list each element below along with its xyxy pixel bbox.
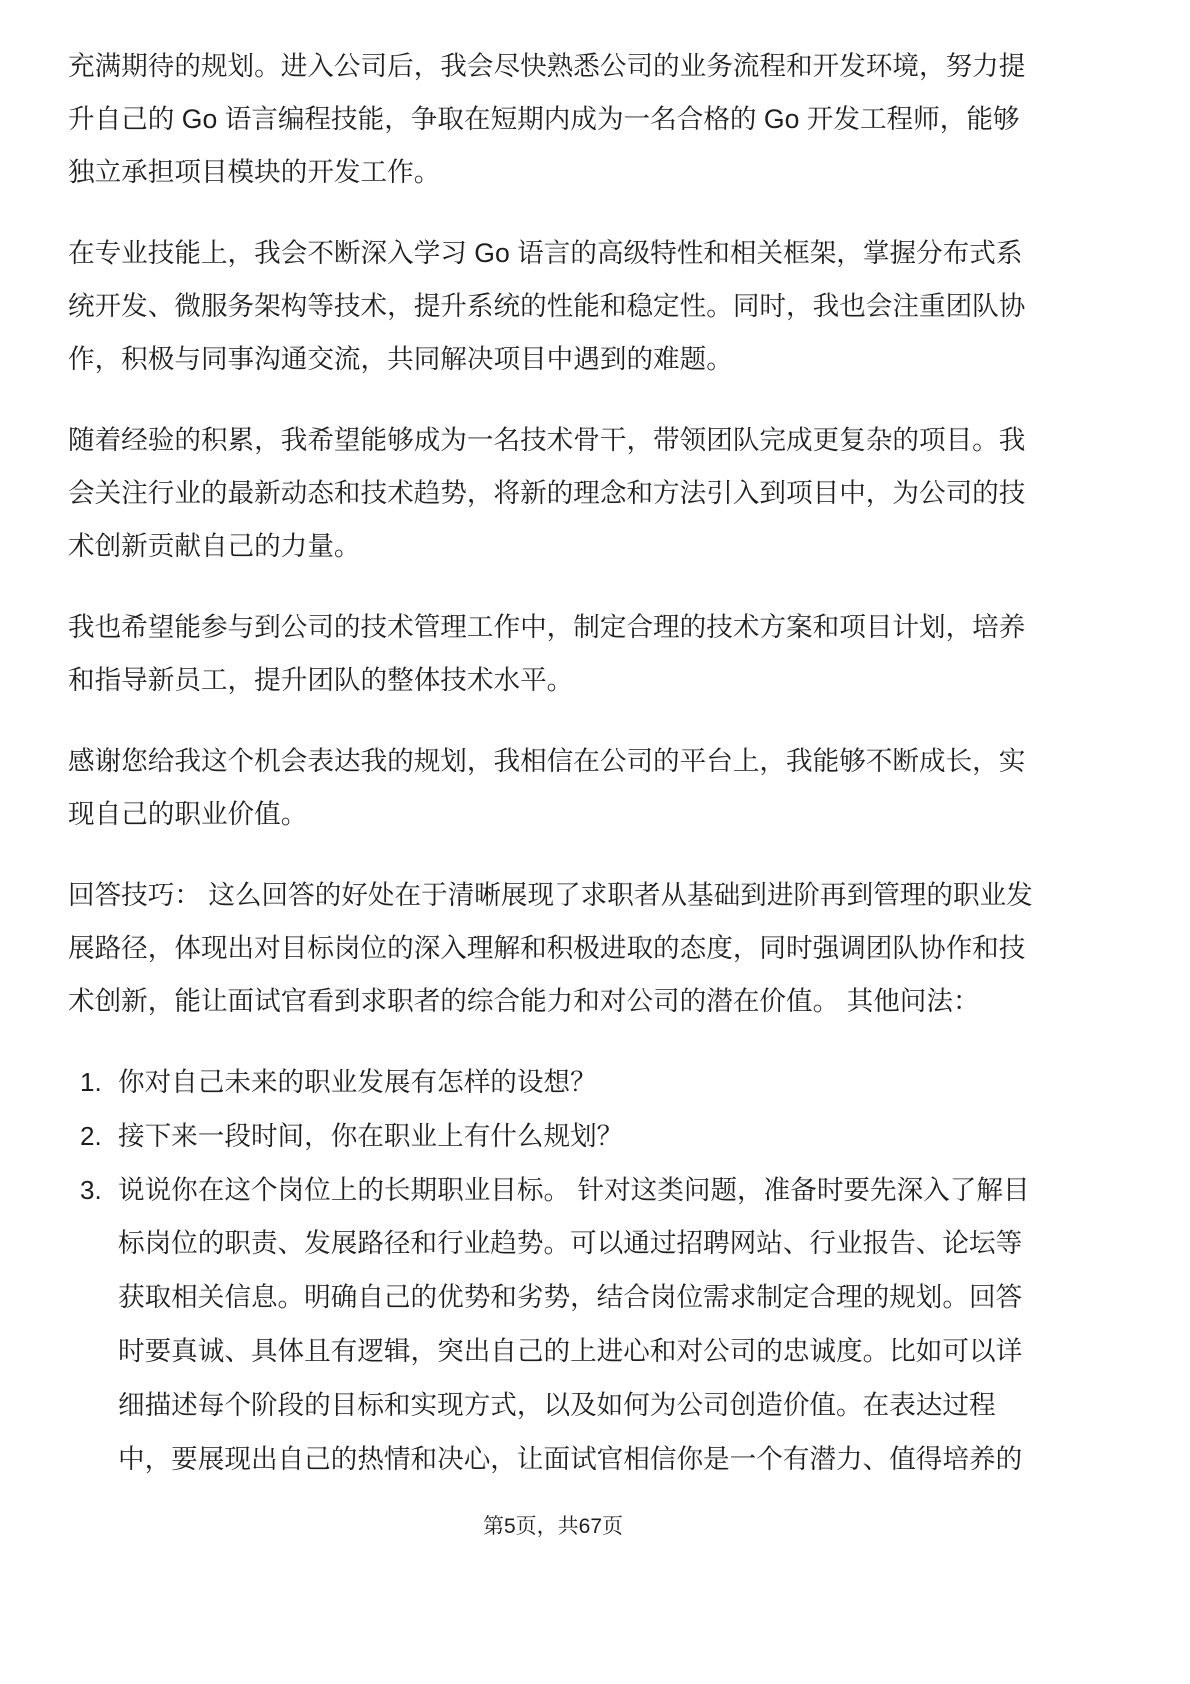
- text-line: 统开发、微服务架构等技术，提升系统的性能和稳定性。同时，我也会注重团队协: [68, 291, 1026, 321]
- text-line: 中，要展现出自己的热情和决心，让面试官相信你是一个有潜力、值得培养的: [118, 1443, 1023, 1474]
- text-line: 说说你在这个岗位上的长期职业目标。 针对这类问题，准备时要先深入了解目: [118, 1174, 1030, 1205]
- text-line: 作，积极与同事沟通交流，共同解决项目中遇到的难题。: [68, 344, 733, 374]
- body-paragraph: [68, 735, 1043, 841]
- text-line: 随着经验的积累，我希望能够成为一名技术骨干，带领团队完成更复杂的项目。我: [68, 425, 1026, 455]
- text-line: 独立承担项目模块的开发工作。: [68, 157, 441, 187]
- alternative-questions-list: [68, 1056, 1043, 1486]
- document-body: [68, 40, 1043, 1486]
- text-line: 回答技巧： 这么回答的好处在于清晰展现了求职者从基础到进阶再到管理的职业发: [68, 880, 1033, 910]
- list-item-number: 1.: [80, 1067, 102, 1097]
- text-line: 我也希望能参与到公司的技术管理工作中，制定合理的技术方案和项目计划，培养: [68, 612, 1026, 642]
- body-paragraph: [68, 40, 1043, 199]
- text-line: 在专业技能上，我会不断深入学习 Go 语言的高级特性和相关框架，掌握分布式系: [68, 238, 1023, 268]
- text-line: 感谢您给我这个机会表达我的规划，我相信在公司的平台上，我能够不断成长，实: [68, 746, 1026, 776]
- text-line: 会关注行业的最新动态和技术趋势，将新的理念和方法引入到项目中，为公司的技: [68, 478, 1026, 508]
- text-line: 展路径，体现出对目标岗位的深入理解和积极进取的态度，同时强调团队协作和技: [68, 933, 1026, 963]
- text-line: 升自己的 Go 语言编程技能，争取在短期内成为一名合格的 Go 开发工程师，能够: [68, 104, 1020, 134]
- text-line: 获取相关信息。明确自己的优势和劣势，结合岗位需求制定合理的规划。回答: [118, 1282, 1023, 1313]
- list-item-number: 2.: [80, 1120, 102, 1151]
- text-line: 充满期待的规划。进入公司后，我会尽快熟悉公司的业务流程和开发环境，努力提: [68, 51, 1026, 81]
- body-paragraph: [68, 227, 1043, 386]
- list-item: [68, 1056, 1043, 1110]
- text-line: 接下来一段时间，你在职业上有什么规划？: [118, 1120, 624, 1151]
- text-line: 术创新贡献自己的力量。: [68, 531, 361, 561]
- text-line: 标岗位的职责、发展路径和行业趋势。可以通过招聘网站、行业报告、论坛等: [118, 1228, 1023, 1259]
- text-line: 你对自己未来的职业发展有怎样的设想？: [118, 1067, 597, 1097]
- text-line: 术创新，能让面试官看到求职者的综合能力和对公司的潜在价值。 其他问法：: [68, 986, 980, 1016]
- body-paragraph: [68, 601, 1043, 707]
- text-line: 时要真诚、具体且有逻辑，突出自己的上进心和对公司的忠诚度。比如可以详: [118, 1335, 1023, 1366]
- text-line: 和指导新员工，提升团队的整体技术水平。: [68, 665, 574, 695]
- list-item: [68, 1110, 1043, 1164]
- answer-tips-paragraph: [68, 869, 1043, 1028]
- list-item: [68, 1164, 1043, 1487]
- text-line: 细描述每个阶段的目标和实现方式，以及如何为公司创造价值。在表达过程: [118, 1389, 996, 1420]
- page-footer: 第5页，共67页: [482, 1515, 624, 1538]
- body-paragraph: [68, 414, 1043, 573]
- list-item-number: 3.: [80, 1174, 102, 1205]
- text-line: 现自己的职业价值。: [68, 799, 308, 829]
